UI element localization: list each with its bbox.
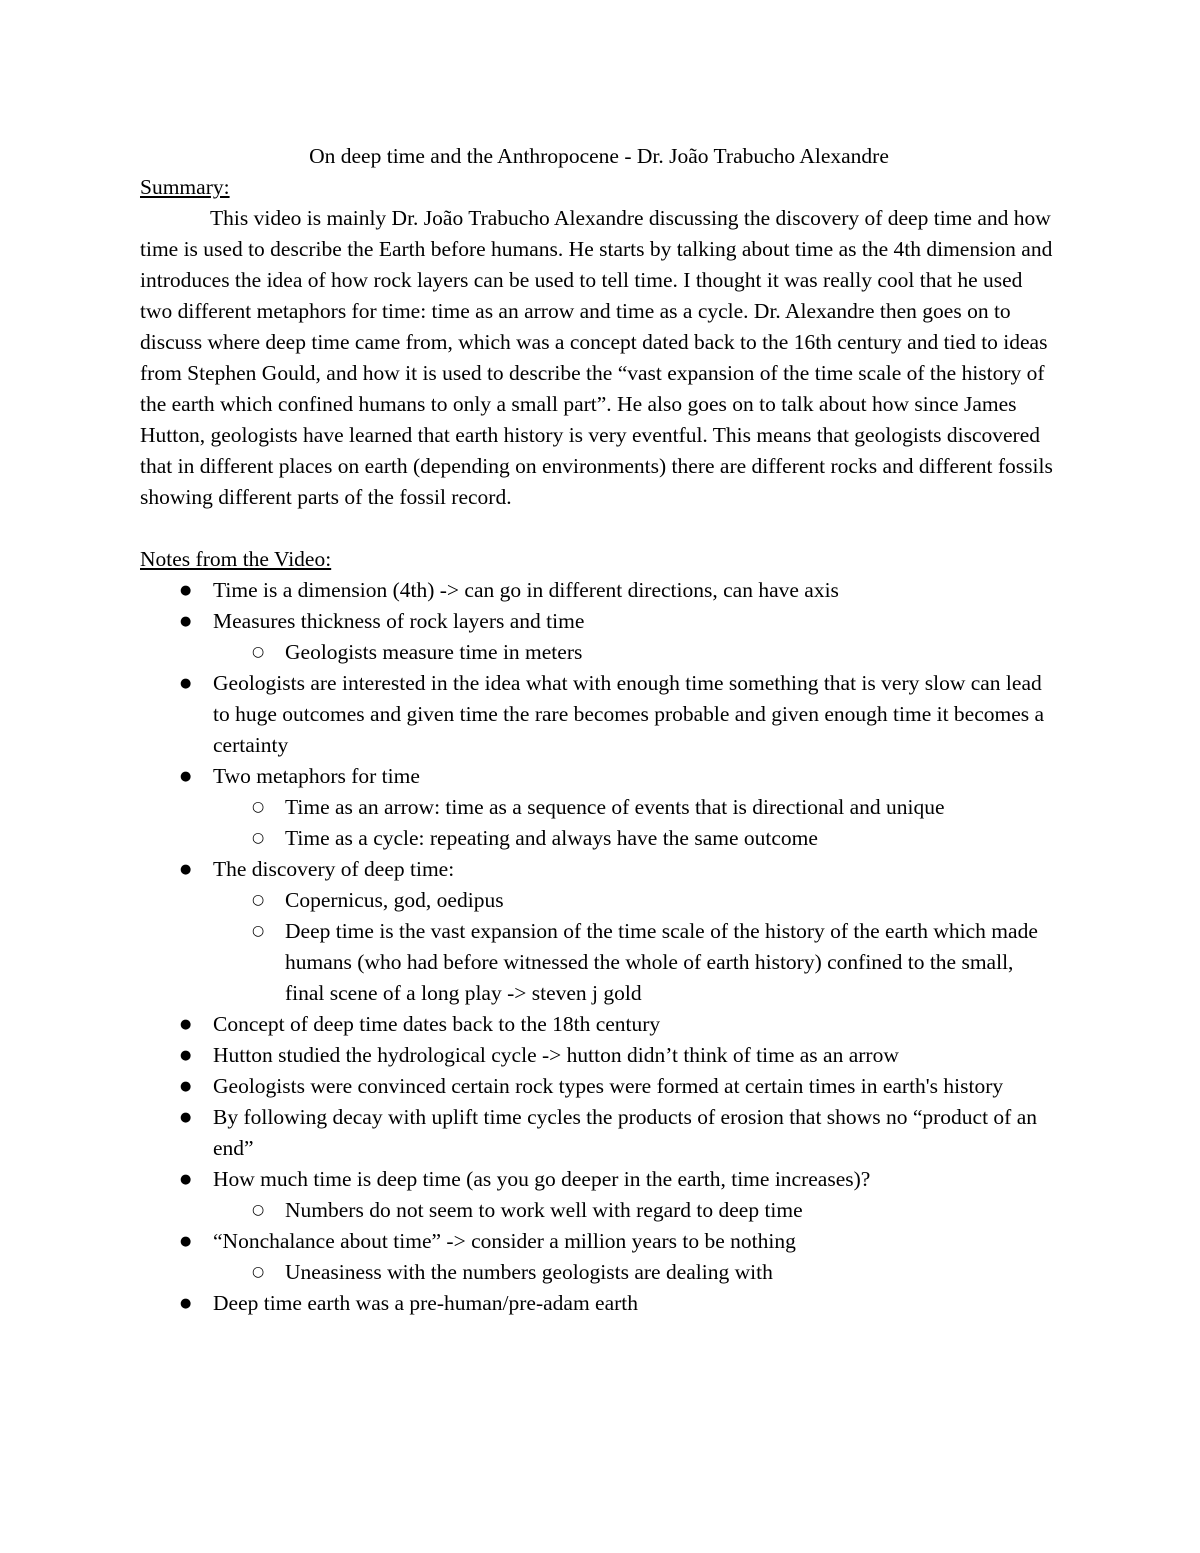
blank-line bbox=[140, 513, 1058, 544]
list-item bbox=[140, 637, 1058, 668]
filled-bullet-icon: ● bbox=[180, 1017, 192, 1032]
list-item bbox=[140, 1071, 1058, 1102]
list-item bbox=[140, 1195, 1058, 1226]
list-item bbox=[140, 1040, 1058, 1071]
list-item-text: Time as a cycle: repeating and always have the same outcome bbox=[285, 826, 818, 850]
filled-bullet-icon: ● bbox=[180, 1234, 192, 1249]
filled-bullet-icon: ● bbox=[180, 614, 192, 629]
hollow-bullet-icon: ○ bbox=[252, 799, 265, 815]
list-item bbox=[140, 1226, 1058, 1257]
list-item bbox=[140, 916, 1058, 1009]
list-item bbox=[140, 885, 1058, 916]
list-item bbox=[140, 1102, 1058, 1164]
list-item-text: By following decay with uplift time cycles the products of erosion that shows no “product of an end” bbox=[213, 1105, 1037, 1160]
list-item-text: Time as an arrow: time as a sequence of events that is directional and unique bbox=[285, 795, 945, 819]
list-item bbox=[140, 854, 1058, 885]
list-item-text: Two metaphors for time bbox=[213, 764, 420, 788]
list-item bbox=[140, 823, 1058, 854]
summary-paragraph: This video is mainly Dr. João Trabucho Alexandre discussing the discovery of deep time and how time is used to describe the Earth before humans. He starts by talking about time as the 4th dimension and introduces the idea of how rock layers can be used to tell time. I thought it was really cool that he used two different metaphors for time: time as an arrow and time as a cycle. Dr. Alexandre then goes on to discuss where deep time came from, which was a concept dated back to the 16th century and tied to ideas from Stephen Gould, and how it is used to describe the “vast expansion of the time scale of the history of the earth which confined humans to only a small part”. He also goes on to talk about how since James Hutton, geologists have learned that earth history is very eventful. This means that geologists discovered that in different places on earth (depending on environments) there are different rocks and different fossils showing different parts of the fossil record. bbox=[140, 206, 1053, 509]
list-item-text: Concept of deep time dates back to the 18th century bbox=[213, 1012, 661, 1036]
list-item-text: Numbers do not seem to work well with regard to deep time bbox=[285, 1198, 803, 1222]
list-item-text: Geologists were convinced certain rock types were formed at certain times in earth's history bbox=[213, 1074, 1004, 1098]
list-item-text: Time is a dimension (4th) -> can go in different directions, can have axis bbox=[213, 578, 839, 602]
list-item-text: “Nonchalance about time” -> consider a million years to be nothing bbox=[213, 1229, 796, 1253]
hollow-bullet-icon: ○ bbox=[252, 830, 265, 846]
list-item bbox=[140, 1009, 1058, 1040]
list-item bbox=[140, 1288, 1058, 1319]
filled-bullet-icon: ● bbox=[180, 1079, 192, 1094]
list-item bbox=[140, 606, 1058, 637]
summary-heading: Summary: bbox=[140, 175, 230, 199]
list-item bbox=[140, 761, 1058, 792]
hollow-bullet-icon: ○ bbox=[252, 923, 265, 939]
hollow-bullet-icon: ○ bbox=[252, 644, 265, 660]
list-item bbox=[140, 1257, 1058, 1288]
list-item bbox=[140, 1164, 1058, 1195]
filled-bullet-icon: ● bbox=[180, 676, 192, 691]
filled-bullet-icon: ● bbox=[180, 862, 192, 877]
list-item-text: Hutton studied the hydrological cycle -> hutton didn’t think of time as an arrow bbox=[213, 1043, 899, 1067]
list-item-text: Geologists measure time in meters bbox=[285, 640, 583, 664]
filled-bullet-icon: ● bbox=[180, 1110, 192, 1125]
list-item-text: Copernicus, god, oedipus bbox=[285, 888, 504, 912]
hollow-bullet-icon: ○ bbox=[252, 892, 265, 908]
notes-heading: Notes from the Video: bbox=[140, 547, 332, 571]
list-item-text: Deep time is the vast expansion of the time scale of the history of the earth which made humans (who had before witnessed the whole of earth history) confined to the small, final scene of a long play -> steven j gold bbox=[285, 919, 1038, 1005]
list-item-text: Measures thickness of rock layers and time bbox=[213, 609, 585, 633]
document-title: On deep time and the Anthropocene - Dr. João Trabucho Alexandre bbox=[309, 144, 889, 168]
list-item-text: The discovery of deep time: bbox=[213, 857, 455, 881]
filled-bullet-icon: ● bbox=[180, 769, 192, 784]
filled-bullet-icon: ● bbox=[180, 1048, 192, 1063]
list-item-text: How much time is deep time (as you go deeper in the earth, time increases)? bbox=[213, 1167, 871, 1191]
list-item-text: Uneasiness with the numbers geologists are dealing with bbox=[285, 1260, 773, 1284]
list-item-text: Geologists are interested in the idea what with enough time something that is very slow can lead to huge outcomes and given time the rare becomes probable and given enough time it becomes a certainty bbox=[213, 671, 1045, 757]
list-item bbox=[140, 668, 1058, 761]
list-item-text: Deep time earth was a pre-human/pre-adam earth bbox=[213, 1291, 639, 1315]
list-item bbox=[140, 792, 1058, 823]
list-item bbox=[140, 575, 1058, 606]
filled-bullet-icon: ● bbox=[180, 583, 192, 598]
notes-list bbox=[140, 575, 1058, 1319]
hollow-bullet-icon: ○ bbox=[252, 1202, 265, 1218]
hollow-bullet-icon: ○ bbox=[252, 1264, 265, 1280]
filled-bullet-icon: ● bbox=[180, 1172, 192, 1187]
filled-bullet-icon: ● bbox=[180, 1296, 192, 1311]
